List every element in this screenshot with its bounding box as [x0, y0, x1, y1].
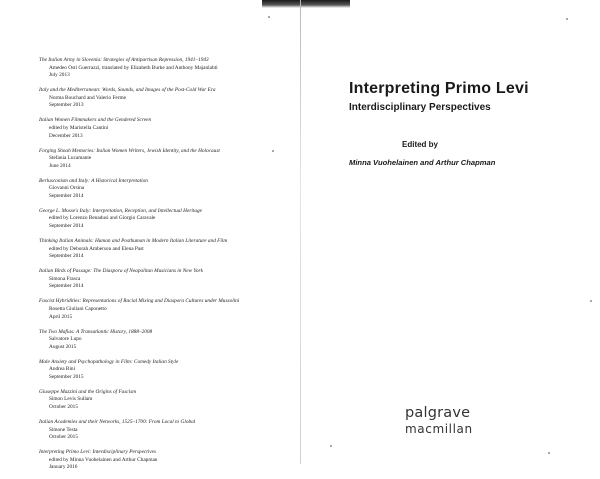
series-book-date: July 2013 [49, 72, 70, 79]
series-book-title: Giuseppe Mazzini and the Origins of Fascism [39, 388, 137, 395]
scan-speck [272, 150, 274, 152]
series-book-author: Andrea Bini [49, 366, 76, 373]
series-book-date: December 2013 [49, 132, 83, 139]
series-book-author: Giovanni Orsina [49, 185, 85, 192]
edited-by-label: Edited by [402, 140, 439, 149]
series-book-author: Amedeo Osti Guerrazzi, translated by Elizabeth Burke and Anthony Majanlahti [49, 64, 218, 71]
scan-speck [590, 300, 592, 302]
series-book-author: Rosetta Giuliani Caponetto [49, 305, 107, 312]
series-book-entry [39, 238, 285, 261]
series-book-title: Italy and the Mediterranean: Words, Sounds, and Images of the Post-Cold War Era [39, 87, 216, 94]
series-book-title: The Italian Army in Slovenia: Strategies of Antipartisan Repression, 1941–1943 [39, 57, 209, 63]
publisher-logo-line2: macmillan [405, 422, 473, 436]
scan-speck [268, 16, 270, 18]
publisher-logo-line1: palgrave [405, 405, 471, 421]
series-book-entry [39, 57, 285, 80]
series-book-date: September 2014 [49, 223, 84, 230]
series-book-title: Forging Shoah Memories: Italian Women Writers, Jewish Identity, and the Holocaust [39, 147, 220, 154]
series-book-author: edited by Minna Vuohelainen and Arthur Chapman [49, 456, 158, 463]
series-book-title: Berlusconism and Italy: A Historical Interpretation [39, 177, 148, 184]
series-book-date: September 2015 [49, 373, 84, 380]
scan-speck [548, 452, 550, 454]
series-book-entry [39, 298, 285, 321]
series-book-entry [39, 208, 285, 231]
book-title: Interpreting Primo Levi [349, 80, 529, 97]
series-list [39, 57, 285, 479]
series-book-date: October 2015 [49, 404, 78, 411]
series-book-author: Stefania Lucamante [49, 155, 92, 162]
series-book-entry [39, 178, 285, 201]
series-book-entry [39, 329, 285, 352]
series-book-date: September 2013 [49, 102, 84, 109]
series-book-entry [39, 268, 285, 291]
editors-names: Minna Vuohelainen and Arthur Chapman [349, 158, 496, 167]
series-book-entry [39, 389, 285, 412]
series-page [0, 0, 300, 471]
series-book-author: edited by Deborah Amberson and Elena Past [49, 245, 144, 252]
series-book-author: Simone Testa [49, 426, 78, 433]
scan-speck [566, 18, 568, 20]
series-book-date: August 2015 [49, 343, 77, 350]
publisher-logo [405, 405, 471, 445]
series-book-entry [39, 117, 285, 140]
series-book-title: George L. Mosse's Italy: Interpretation, Reception, and Intellectual Heritage [39, 207, 202, 214]
series-book-entry [39, 419, 285, 442]
series-book-title: Male Anxiety and Psychopathology in Film: Comedy Italian Style [39, 358, 179, 365]
series-book-title: Interpreting Primo Levi: Interdisciplinary Perspectives [39, 449, 156, 456]
series-book-author: edited by Maristella Cantini [49, 124, 109, 131]
series-book-title: Italian Birds of Passage: The Diaspora of Neapolitan Musicians in New York [39, 268, 203, 275]
series-book-entry [39, 148, 285, 171]
series-book-date: June 2014 [49, 162, 71, 169]
series-book-date: September 2014 [49, 192, 84, 199]
series-book-entry [39, 87, 285, 110]
series-book-title: Italian Women Filmmakers and the Gendered Screen [39, 117, 152, 124]
series-book-date: October 2015 [49, 434, 78, 441]
title-page [301, 0, 600, 464]
series-book-author: Norma Bouchard and Valerio Ferme [49, 94, 126, 101]
series-book-author: Simon Levis Sullam [49, 396, 93, 403]
series-book-title: Thinking Italian Animals: Human and Posthuman in Modern Italian Literature and Film [39, 238, 228, 245]
series-book-date: September 2014 [49, 283, 84, 290]
series-book-date: September 2014 [49, 253, 84, 260]
series-book-author: Salvatore Lupo [49, 336, 82, 343]
series-book-date: January 2016 [49, 464, 78, 471]
series-book-title: Italian Academies and their Networks, 1525–1700: From Local to Global [39, 419, 196, 426]
series-book-date: April 2015 [49, 313, 73, 320]
series-book-title: Fascist Hybridities: Representations of Racial Mixing and Diaspora Cultures under Mussolini [39, 298, 240, 305]
series-book-entry [39, 449, 285, 472]
series-book-title: The Two Mafias: A Transatlantic History, 1888–2008 [39, 328, 153, 335]
book-subtitle: Interdisciplinary Perspectives [349, 102, 491, 113]
series-book-author: Simona Frasca [49, 275, 81, 282]
series-book-entry [39, 359, 285, 382]
series-book-author: edited by Lorenzo Benadusi and Giorgio Caravale [49, 215, 156, 222]
scan-speck [330, 445, 332, 447]
